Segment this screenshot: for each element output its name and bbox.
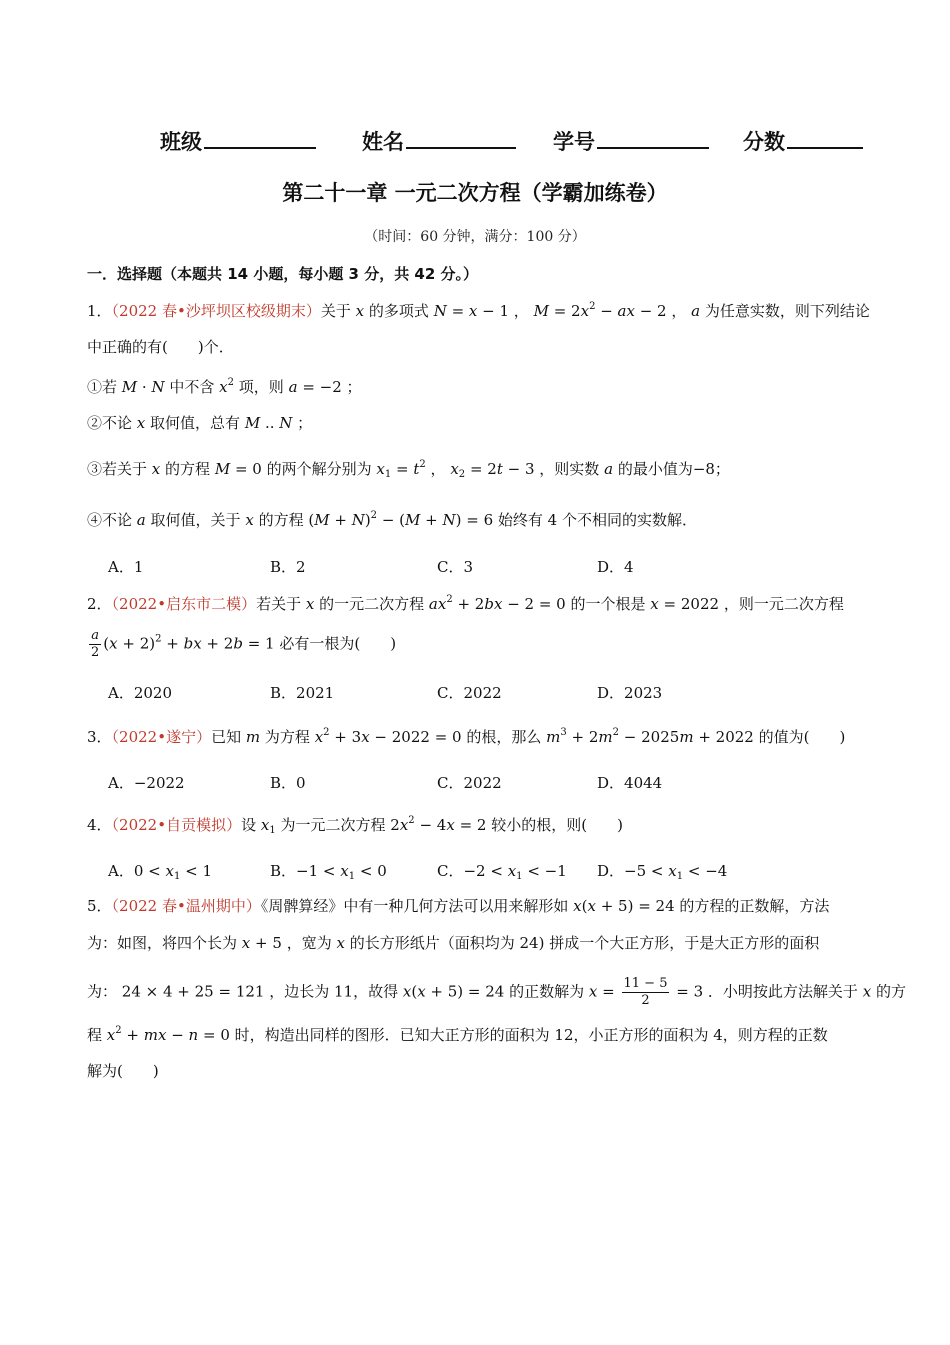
text: 为：如图，将四个长为: [87, 934, 238, 952]
name-field: [362, 126, 516, 156]
text: 的长方形纸片（面积均为 24) 拼成一个大正方形，于是大正方形的面积: [349, 934, 820, 952]
question-5-line-5: 解为( ): [87, 1062, 159, 1080]
option-letter: A．: [108, 862, 134, 880]
text: 始终有 4 个不相同的实数解．: [497, 511, 697, 529]
question-source: （2022 春•沙坪坝区校级期末）: [111, 302, 321, 320]
class-label: 班级: [160, 130, 202, 154]
question-5-line-4: 程 $x^2$ + mx − n = 0 时，构造出同样的图形．已知大正方形的面积为 12，小正方形的面积为 4，则方程的正数: [87, 1025, 828, 1044]
q3-option-a[interactable]: A．−2022: [108, 774, 185, 792]
q4-option-c[interactable]: C．$-2 < x_1 < -1$: [437, 862, 567, 882]
text: 必有一根为( ): [279, 634, 397, 653]
text: 的一元二次方程: [319, 595, 425, 613]
text: 取何值，总有: [150, 414, 241, 432]
text: 已知: [211, 728, 242, 746]
question-2-line-2: $\frac{a}{2}$ $(x + 2)^2$ + bx + 2b = 1 必有一根为( ): [91, 628, 397, 660]
text: 的多项式: [368, 302, 429, 320]
question-1-statement-4: ④不论 a 取何值，关于 x 的方程 $(M + N)^2 - (M + N) = 6$ 始终有 4 个不相同的实数解．: [87, 510, 697, 529]
text: 的方程: [258, 511, 304, 529]
student-info-header: [160, 126, 316, 156]
score-blank[interactable]: [787, 127, 863, 149]
q2-option-c[interactable]: C．2022: [437, 684, 502, 702]
text: ③若关于: [87, 460, 148, 478]
q4-option-a[interactable]: A．$0 < x_1 < 1$: [108, 862, 212, 882]
text: 程: [87, 1026, 103, 1044]
text: 的正数解为: [509, 982, 585, 1001]
text: 的方: [875, 982, 906, 1001]
q1-option-d[interactable]: D．4: [597, 558, 634, 576]
question-1-statement-3: ③若关于 x 的方程 M = 0 的两个解分别为 $x_1 = t^2$ ， $x_2 = 2t - 3$ ，则实数 a 的最小值为−8；: [87, 459, 730, 480]
id-label: 学号: [553, 130, 595, 154]
page-subtitle: （时间：60 分钟，满分：100 分）: [364, 229, 586, 245]
text: 若关于: [256, 595, 302, 613]
text: ④不论: [87, 511, 133, 529]
question-3-line-1: 3．（2022•遂宁）已知 m 为方程 $x^2 + 3x - 2022 = 0$ 的根，那么 $m^3 + 2m^2 - 2025m + 2022$ 的值为( ): [87, 727, 846, 746]
question-number: 2．: [87, 595, 112, 613]
section-heading: 一．选择题（本题共 14 小题，每小题 3 分，共 42 分。）: [87, 265, 479, 283]
question-source: （2022•启东市二模）: [111, 595, 257, 613]
question-number: 3．: [87, 728, 112, 746]
text: 的值为( ): [758, 728, 846, 746]
question-1-statement-1: ①若 M · N 中不含 $x^2$ 项，则 a = −2 ；: [87, 377, 362, 396]
text: 项，则: [238, 378, 284, 396]
question-1-line-2: 中正确的有( )个．: [87, 338, 234, 356]
q1-option-b[interactable]: B．2: [270, 558, 306, 576]
question-4-line-1: 4．（2022•自贡模拟）设 $x_1$ 为一元二次方程 $2x^2 - 4x = 2$ 较小的根，则( ): [87, 815, 623, 836]
text: ①若: [87, 378, 118, 396]
question-source: （2022•自贡模拟）: [111, 816, 242, 834]
question-5-line-2: 为：如图，将四个长为 x + 5 ，宽为 x 的长方形纸片（面积均为 24) 拼成一个大正方形，于是大正方形的面积: [87, 934, 820, 952]
question-source: （2022 春•温州期中）: [111, 897, 261, 915]
question-5-line-3: 为： 24 × 4 + 25 = 121 ，边长为 11，故得 x(x + 5) = 24 的正数解为 x = $\frac{11 - 5}{2}$ = 3 ．小明按此方法解关于 x 的方: [87, 976, 906, 1008]
question-number: 5．: [87, 897, 112, 915]
q4-option-d[interactable]: D．$-5 < x_1 < -4$: [597, 862, 728, 882]
name-blank[interactable]: [406, 127, 516, 149]
score-field: [743, 126, 863, 156]
text: 时，构造出同样的图形．已知大正方形的面积为 12，小正方形的面积为 4，则方程的正数: [234, 1026, 828, 1044]
text: 的一个根是: [570, 595, 646, 613]
score-label: 分数: [743, 130, 785, 154]
text: 为一元二次方程: [280, 816, 386, 834]
question-number: 4．: [87, 816, 112, 834]
text: 设: [241, 816, 257, 834]
name-label: 姓名: [362, 130, 404, 154]
q1-option-c[interactable]: C．3: [437, 558, 474, 576]
q2-option-d[interactable]: D．2023: [597, 684, 663, 702]
text: 的两个解分别为: [266, 460, 372, 478]
option-letter: B．: [270, 862, 297, 880]
q2-option-b[interactable]: B．2021: [270, 684, 335, 702]
class-blank[interactable]: [204, 127, 316, 149]
text: ，宽为: [286, 934, 332, 952]
text: ，边长为 11，故得: [269, 982, 399, 1001]
text: 为方程: [264, 728, 310, 746]
text: 取何值，关于: [150, 511, 241, 529]
text: 的根，那么: [466, 728, 542, 746]
text: 较小的根，则( ): [491, 816, 623, 834]
question-5-line-1: 5．（2022 春•温州期中）《周髀算经》中有一种几何方法可以用来解形如 x(x + 5) = 24 的方程的正数解，方法: [87, 897, 830, 915]
text: ②不论: [87, 414, 133, 432]
text: 为：: [87, 982, 118, 1001]
question-1-line-1: 1．（2022 春•沙坪坝区校级期末）关于 x 的多项式 N = x − 1 ， $M = 2x^2$ − ax − 2 ， a 为任意实数，则下列结论: [87, 301, 870, 320]
q1-option-a[interactable]: A．1: [108, 558, 144, 576]
question-2-line-1: 2．（2022•启东市二模）若关于 x 的一元二次方程 $ax^2 + 2bx - 2 = 0$ 的一个根是 x = 2022 ，则一元二次方程: [87, 594, 844, 613]
option-letter: D．: [597, 862, 625, 880]
q4-option-b[interactable]: B．$-1 < x_1 < 0$: [270, 862, 387, 882]
text: 的方程的正数解，方法: [679, 897, 830, 915]
question-1-statement-2: ②不论 x 取何值，总有 M .. N ；: [87, 414, 313, 432]
text: ，则实数: [539, 460, 600, 478]
q3-option-c[interactable]: C．2022: [437, 774, 502, 792]
text: 的方程: [165, 460, 211, 478]
text: 的最小值为−8；: [617, 460, 730, 478]
text: 为任意实数，则下列结论: [704, 302, 870, 320]
text: 《周髀算经》中有一种几何方法可以用来解形如: [260, 897, 569, 915]
question-source: （2022•遂宁）: [111, 728, 212, 746]
text: 中不含: [169, 378, 215, 396]
id-field: [553, 126, 709, 156]
id-blank[interactable]: [597, 127, 709, 149]
q3-option-d[interactable]: D．4044: [597, 774, 663, 792]
text: 关于: [320, 302, 351, 320]
text: ．小明按此方法解关于: [707, 982, 858, 1001]
q3-option-b[interactable]: B．0: [270, 774, 306, 792]
option-letter: C．: [437, 862, 464, 880]
question-number: 1．: [87, 302, 112, 320]
q2-option-a[interactable]: A．2020: [108, 684, 173, 702]
page-title: 第二十一章 一元二次方程（学霸加练卷）: [282, 181, 668, 205]
text: ，则一元二次方程: [723, 595, 844, 613]
